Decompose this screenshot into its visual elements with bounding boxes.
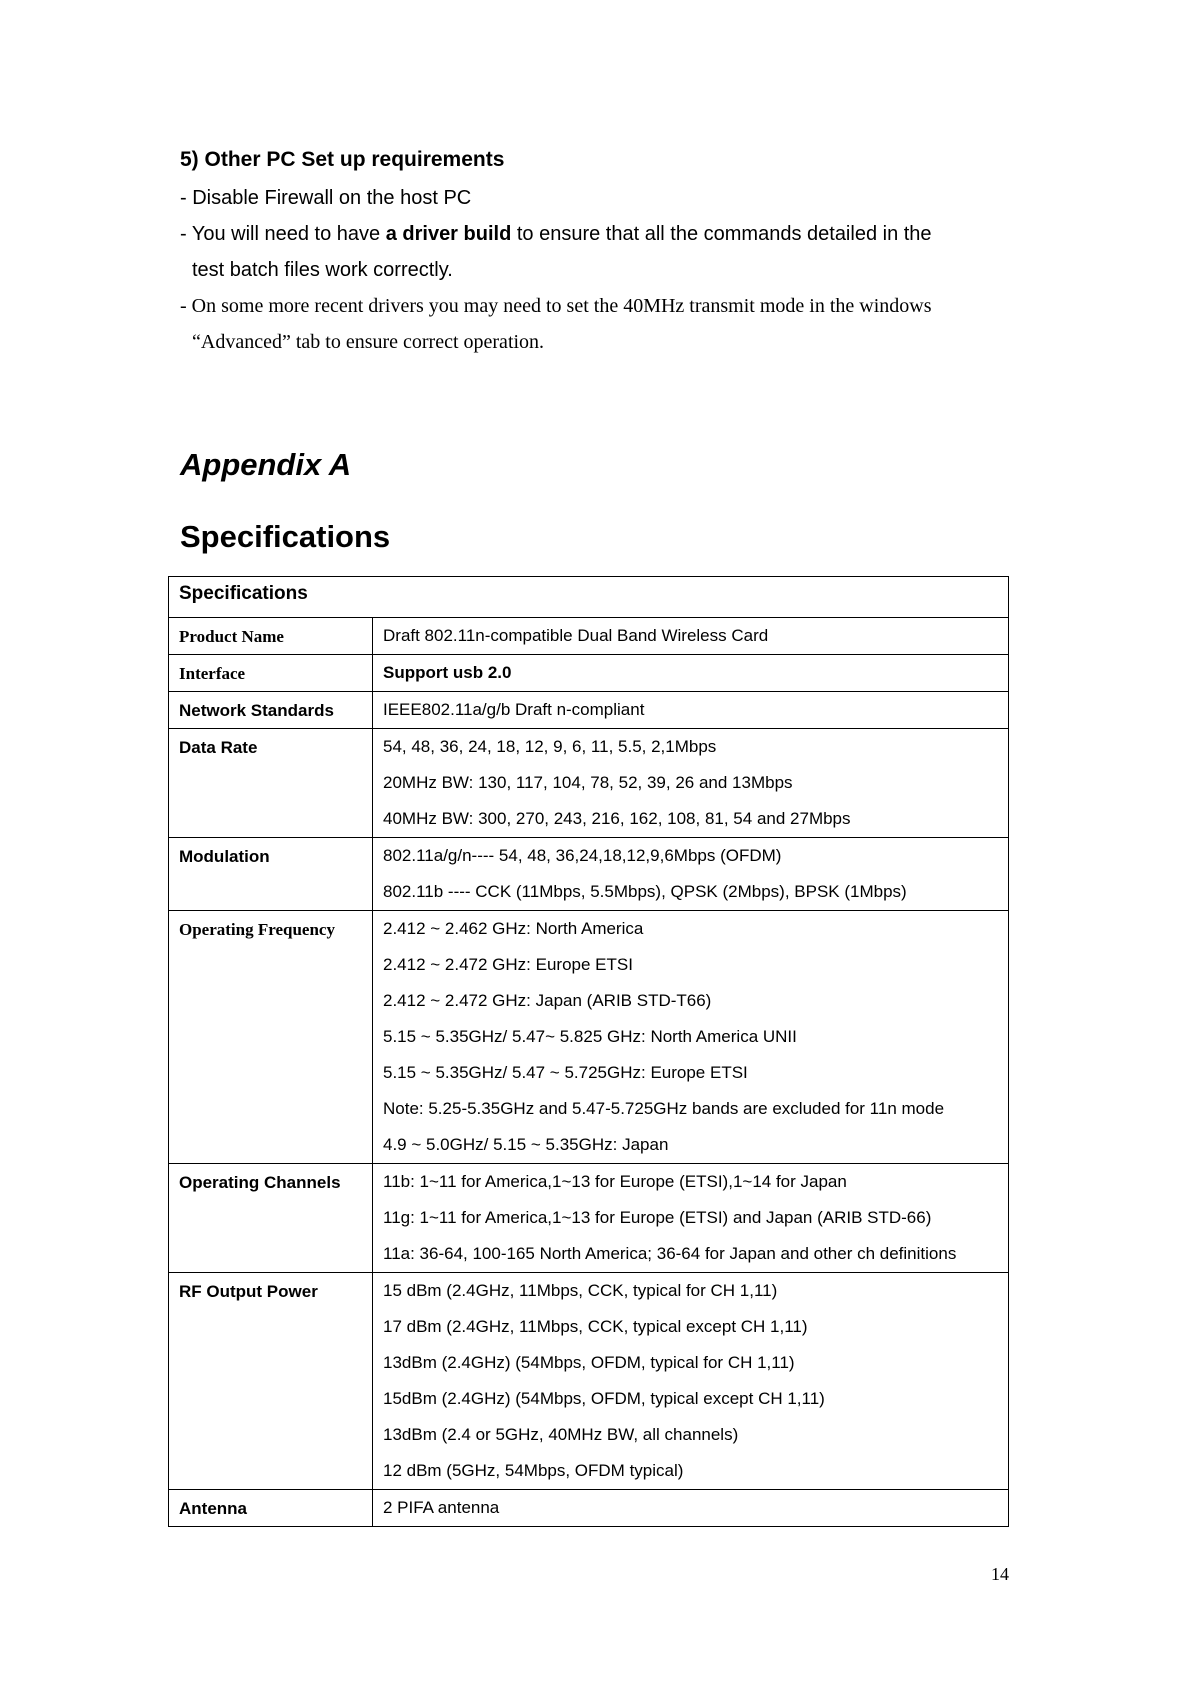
spec-value-cell (373, 729, 1009, 838)
spec-value: 12 dBm (5GHz, 54Mbps, OFDM typical) (383, 1461, 684, 1480)
spec-value-cell (373, 911, 1009, 1164)
spec-value-cell (373, 1490, 1009, 1527)
spec-value: 2.412 ~ 2.462 GHz: North America (383, 919, 644, 938)
table-row (169, 618, 1009, 655)
spec-label: Antenna (169, 1490, 373, 1527)
spec-value: 13dBm (2.4GHz) (54Mbps, OFDM, typical for CH 1,11) (383, 1353, 795, 1372)
table-row (169, 1490, 1009, 1527)
spec-value: IEEE802.11a/g/b Draft n-compliant (383, 700, 645, 719)
spec-value: 40MHz BW: 300, 270, 243, 216, 162, 108, 81, 54 and 27Mbps (383, 809, 851, 828)
requirement-text-continued: test batch files work correctly. (192, 259, 453, 281)
spec-value-cell (373, 655, 1009, 692)
spec-value: 13dBm (2.4 or 5GHz, 40MHz BW, all channels) (383, 1425, 739, 1444)
table-row (169, 692, 1009, 729)
spec-value: 5.15 ~ 5.35GHz/ 5.47 ~ 5.725GHz: Europe ETSI (383, 1063, 748, 1082)
spec-value-cell (373, 1273, 1009, 1490)
requirement-text: - Disable Firewall on the host PC (180, 187, 472, 209)
requirement-text-bold: a driver build (385, 223, 512, 245)
requirement-text: - On some more recent drivers you may need to set the 40MHz transmit mode in the windows (180, 295, 932, 317)
spec-value: 2.412 ~ 2.472 GHz: Japan (ARIB STD-T66) (383, 991, 712, 1010)
spec-value: Note: 5.25-5.35GHz and 5.47-5.725GHz bands are excluded for 11n mode (383, 1099, 945, 1118)
spec-value: 20MHz BW: 130, 117, 104, 78, 52, 39, 26 and 13Mbps (383, 773, 793, 792)
spec-value-cell (373, 618, 1009, 655)
spec-value: 11b: 1~11 for America,1~13 for Europe (ETSI),1~14 for Japan (383, 1172, 847, 1191)
spec-value: 54, 48, 36, 24, 18, 12, 9, 6, 11, 5.5, 2,1Mbps (383, 737, 717, 756)
spec-label: Interface (169, 655, 373, 692)
table-header: Specifications (169, 577, 1009, 618)
spec-value-cell (373, 838, 1009, 911)
spec-value: Draft 802.11n-compatible Dual Band Wireless Card (383, 626, 769, 645)
spec-value-cell (373, 1164, 1009, 1273)
table-header-row (169, 577, 1009, 618)
spec-value: 11a: 36-64, 100-165 North America; 36-64 for Japan and other ch definitions (383, 1244, 957, 1263)
spec-value: 11g: 1~11 for America,1~13 for Europe (ETSI) and Japan (ARIB STD-66) (383, 1208, 932, 1227)
requirement-40mhz-mode (180, 288, 1020, 360)
requirement-driver-build (180, 216, 1020, 288)
spec-label: Data Rate (169, 729, 373, 838)
table-row (169, 729, 1009, 838)
table-row (169, 1164, 1009, 1273)
table-row (169, 838, 1009, 911)
requirement-text-post: to ensure that all the commands detailed in the (511, 223, 932, 245)
spec-value: Support usb 2.0 (383, 663, 512, 682)
specifications-heading: Specifications (180, 519, 391, 554)
spec-label: Product Name (169, 618, 373, 655)
spec-label: Modulation (169, 838, 373, 911)
spec-value: 15dBm (2.4GHz) (54Mbps, OFDM, typical except CH 1,11) (383, 1389, 825, 1408)
spec-value: 5.15 ~ 5.35GHz/ 5.47~ 5.825 GHz: North America UNII (383, 1027, 797, 1046)
appendix-title: Appendix A (180, 447, 352, 482)
spec-label: RF Output Power (169, 1273, 373, 1490)
spec-label: Network Standards (169, 692, 373, 729)
spec-value: 2 PIFA antenna (383, 1498, 500, 1517)
spec-value: 802.11a/g/n---- 54, 48, 36,24,18,12,9,6Mbps (OFDM) (383, 846, 782, 865)
spec-label: Operating Frequency (169, 911, 373, 1164)
requirement-firewall (180, 180, 1020, 216)
section-heading: 5) Other PC Set up requirements (180, 148, 505, 171)
specifications-table (168, 576, 1009, 1527)
spec-label: Operating Channels (169, 1164, 373, 1273)
table-row (169, 1273, 1009, 1490)
table-row (169, 655, 1009, 692)
requirement-text-pre: - You will need to have (180, 223, 386, 245)
page-number: 14 (991, 1564, 1009, 1584)
spec-value-cell (373, 692, 1009, 729)
table-row (169, 911, 1009, 1164)
spec-value: 2.412 ~ 2.472 GHz: Europe ETSI (383, 955, 633, 974)
spec-value: 17 dBm (2.4GHz, 11Mbps, CCK, typical except CH 1,11) (383, 1317, 808, 1336)
requirement-text-continued: “Advanced” tab to ensure correct operation. (192, 331, 545, 353)
spec-value: 4.9 ~ 5.0GHz/ 5.15 ~ 5.35GHz: Japan (383, 1135, 669, 1154)
spec-value: 15 dBm (2.4GHz, 11Mbps, CCK, typical for CH 1,11) (383, 1281, 778, 1300)
spec-value: 802.11b ---- CCK (11Mbps, 5.5Mbps), QPSK (2Mbps), BPSK (1Mbps) (383, 882, 907, 901)
